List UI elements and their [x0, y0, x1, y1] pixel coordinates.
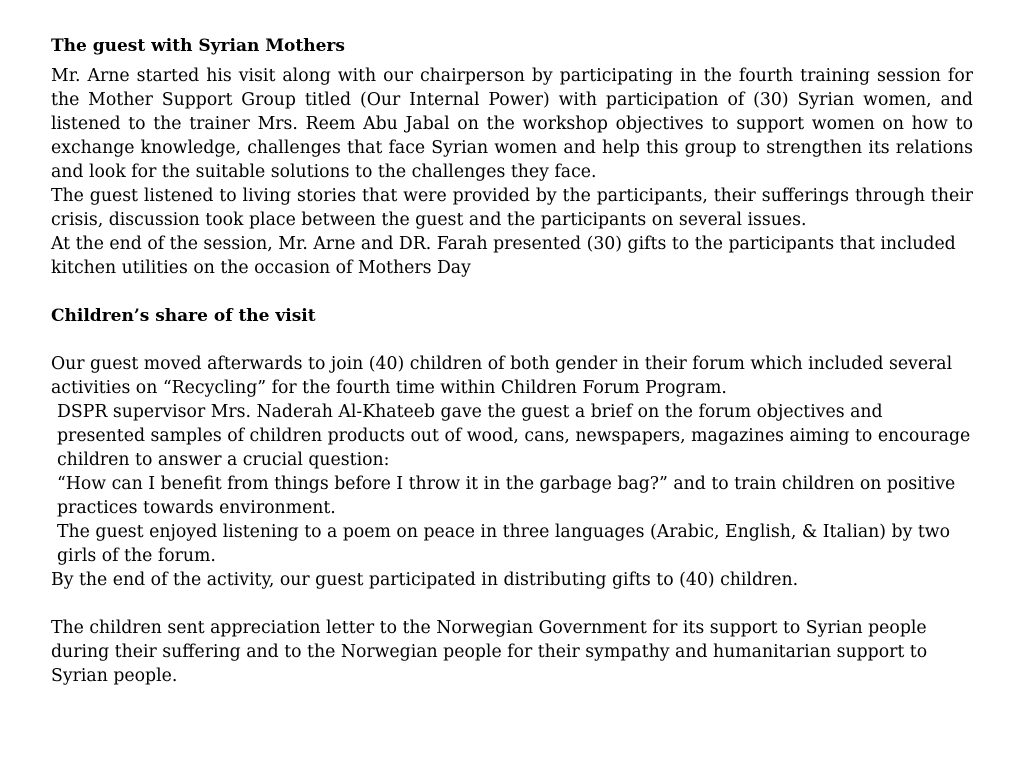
paragraph-children-forum: Our guest moved afterwards to join (40) children of both gender in their forum which included several activities on “Recycling” for the fourth time within Children Forum Program. — [51, 354, 953, 398]
document-page — [51, 34, 973, 688]
spacer — [51, 592, 973, 616]
section-heading-children: Children’s share of the visit — [51, 306, 316, 326]
paragraph-gifts-children: By the end of the activity, our guest participated in distributing gifts to (40) children. — [51, 570, 799, 590]
spacer — [51, 280, 973, 304]
spacer — [51, 328, 973, 352]
paragraph-visit-start: Mr. Arne started his visit along with our chairperson by participating in the fourth training session for the Mother Support Group titled (Our Internal Power) with participation of (30) Syrian women, and listened to the trainer Mrs. Reem Abu Jabal on the workshop objectives to support women on how to exchange knowledge, challenges that face Syrian women and help this group to strengthen its relations and look for the suitable solutions to the challenges they face. — [51, 66, 973, 182]
paragraph-poem: The guest enjoyed listening to a poem on peace in three languages (Arabic, English, & Italian) by two girls of the forum. — [57, 522, 950, 566]
paragraph-crucial-question: “How can I benefit from things before I throw it in the garbage bag?” and to train children on positive practices towards environment. — [57, 474, 956, 518]
paragraph-gifts-mothers: At the end of the session, Mr. Arne and DR. Farah presented (30) gifts to the participants that included kitchen utilities on the occasion of Mothers Day — [51, 234, 956, 278]
paragraph-appreciation-letter: The children sent appreciation letter to the Norwegian Government for its support to Syrian people during their suffering and to the Norwegian people for their sympathy and humanitarian support to Syrian people. — [51, 618, 928, 686]
section-heading-syrian-mothers: The guest with Syrian Mothers — [51, 36, 345, 56]
paragraph-supervisor-brief: DSPR supervisor Mrs. Naderah Al-Khateeb gave the guest a brief on the forum objectives and presented samples of children products out of wood, cans, newspapers, magazines aiming to encourage children to answer a crucial question: — [57, 402, 971, 470]
paragraph-living-stories: The guest listened to living stories that were provided by the participants, their sufferings through their crisis, discussion took place between the guest and the participants on several issues. — [51, 186, 973, 230]
